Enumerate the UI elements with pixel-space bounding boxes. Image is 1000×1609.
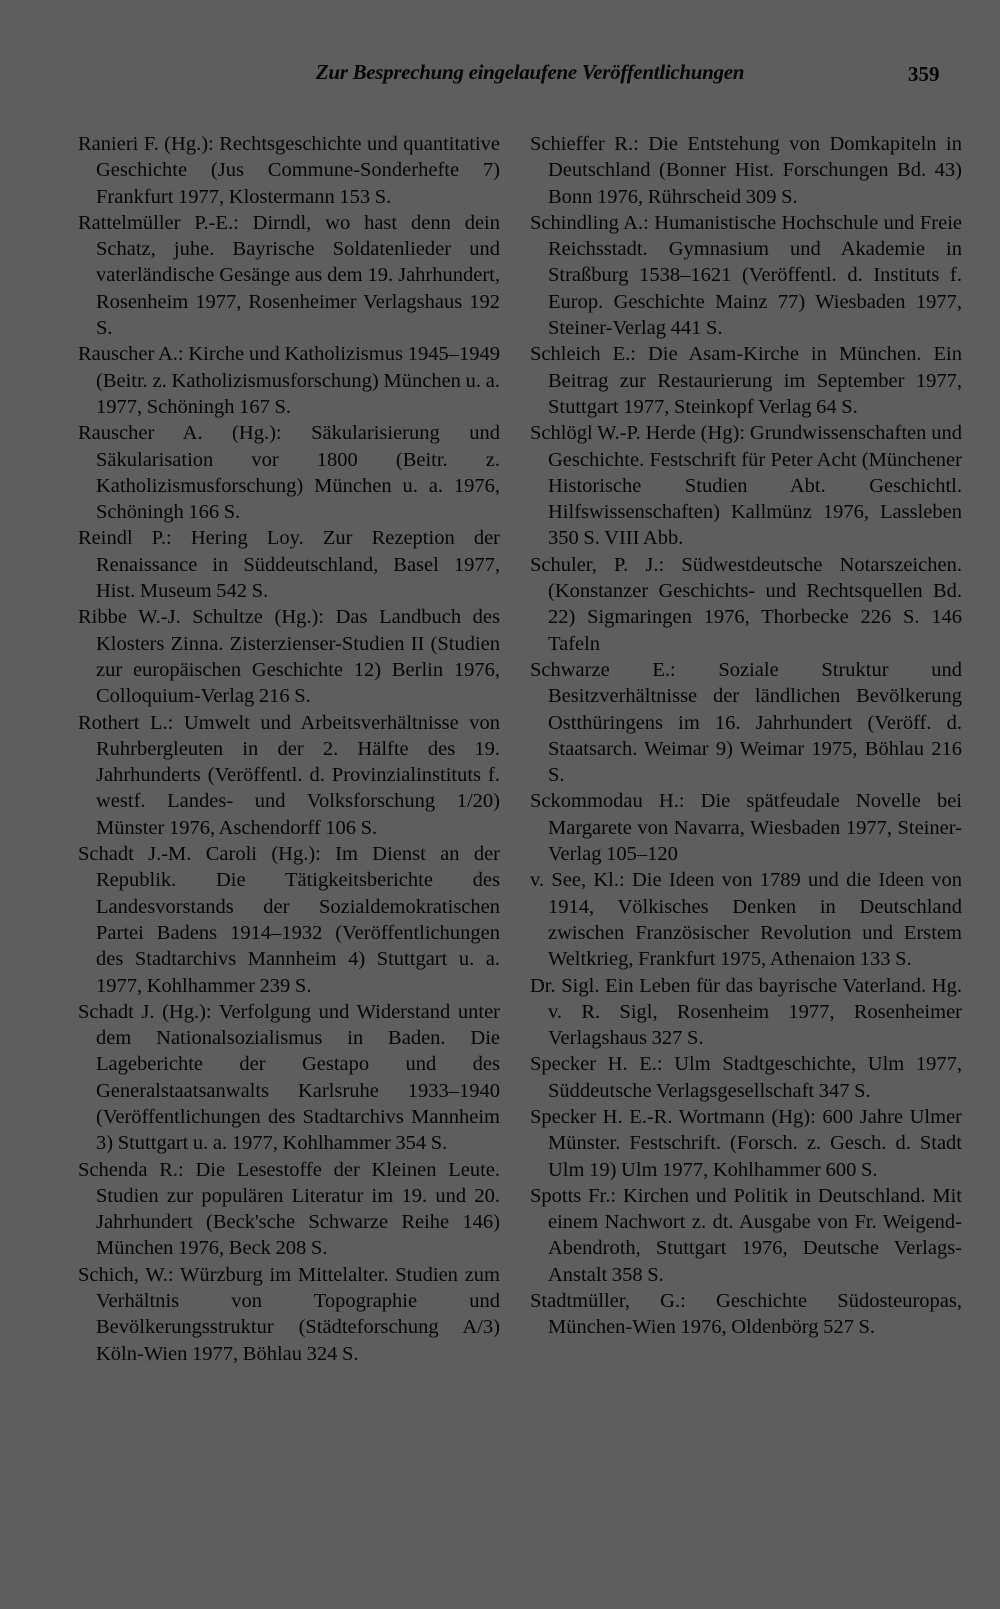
bibliography-entry: Specker H. E.-R. Wortmann (Hg): 600 Jahre Ulmer Münster. Festschrift. (Forsch. z. Gesch. d. Stadt Ulm 19) Ulm 1977, Kohlhammer 600 S. — [530, 1105, 962, 1181]
bibliography-entry: Rauscher A.: Kirche und Katholizismus 1945–1949 (Beitr. z. Katholizismusforschung) München u. a. 1977, Schöningh 167 S. — [78, 343, 500, 418]
bibliography-entry: Schenda R.: Die Lesestoffe der Kleinen Leute. Studien zur populären Literatur im 19. und 20. Jahrhundert (Beck'sche Schwarze Reihe 146) München 1976, Beck 208 S. — [78, 1158, 500, 1260]
bibliography-entry: Schadt J. (Hg.): Verfolgung und Widerstand unter dem Nationalsozialismus in Baden. Die Lageberichte der Gestapo und des Generalstaatsanwalts Karlsruhe 1933–1940 (Veröffentlichungen des Stadtarchivs Mannheim 3) Stuttgart u. a. 1977, Kohlhammer 354 S. — [78, 1000, 500, 1155]
bibliography-entry: Schieffer R.: Die Entstehung von Domkapiteln in Deutschland (Bonner Hist. Forschungen Bd. 43) Bonn 1976, Rührscheid 309 S. — [530, 133, 962, 208]
bibliography-entry: Rothert L.: Umwelt und Arbeitsverhältnisse von Ruhrbergleuten in der 2. Hälfte des 19. Jahrhunderts (Veröffentl. d. Provinzialinstituts f. westf. Landes- und Volksforschung 1/20) Münster 1976, Aschendorff 106 S. — [78, 711, 500, 839]
bibliography-entry: v. See, Kl.: Die Ideen von 1789 und die Ideen von 1914, Völkisches Denken in Deutschland zwischen Französischer Revolution und Erstem Weltkrieg, Frankfurt 1975, Athenaion 133 S. — [530, 869, 962, 971]
bibliography-entry: Rauscher A. (Hg.): Säkularisierung und Säkularisation vor 1800 (Beitr. z. Katholizismusforschung) München u. a. 1976, Schöningh 166 S. — [78, 422, 500, 524]
bibliography-entry: Schindling A.: Humanistische Hochschule und Freie Reichsstadt. Gymnasium und Akademie in Straßburg 1538–1621 (Veröffentl. d. Instituts f. Europ. Geschichte Mainz 77) Wiesbaden 1977, Steiner-Verlag 441 S. — [530, 211, 962, 340]
bibliography-entry: Ranieri F. (Hg.): Rechtsgeschichte und quantitative Geschichte (Jus Commune-Sonderhefte 7) Frankfurt 1977, Klostermann 153 S. — [78, 133, 500, 208]
bibliography-entry: Schleich E.: Die Asam-Kirche in München. Ein Beitrag zur Restaurierung im September 1977, Stuttgart 1977, Steinkopf Verlag 64 S. — [530, 343, 962, 418]
bibliography-entry: Schlögl W.-P. Herde (Hg): Grundwissenschaften und Geschichte. Festschrift für Peter Acht (Münchener Historische Studien Abt. Geschichtl. Hilfswissenschaften) Kallmünz 1976, Lassleben 350 S. VIII Abb. — [530, 422, 962, 550]
bibliography-entry: Ribbe W.-J. Schultze (Hg.): Das Landbuch des Klosters Zinna. Zisterzienser-Studien II (Studien zur europäischen Geschichte 12) Berlin 1976, Colloquium-Verlag 216 S. — [78, 606, 500, 708]
bibliography-entry: Rattelmüller P.-E.: Dirndl, wo hast denn dein Schatz, juhe. Bayrische Soldatenlieder und vaterländische Gesänge aus dem 19. Jahrhundert, Rosenheim 1977, Rosenheimer Verlagshaus 192 S. — [78, 211, 500, 340]
bibliography-entry: Schadt J.-M. Caroli (Hg.): Im Dienst an der Republik. Die Tätigkeitsberichte des Landesvorstands der Sozialdemokratischen Partei Badens 1914–1932 (Veröffentlichungen des Stadtarchivs Mannheim 4) Stuttgart u. a. 1977, Kohlhammer 239 S. — [78, 843, 500, 997]
bibliography-entry: Schich, W.: Würzburg im Mittelalter. Studien zum Verhältnis von Topographie und Bevölkerungsstruktur (Städteforschung A/3) Köln-Wien 1977, Böhlau 324 S. — [78, 1263, 500, 1365]
bibliography-entry: Schuler, P. J.: Südwestdeutsche Notarszeichen. (Konstanzer Geschichts- und Rechtsquellen Bd. 22) Sigmaringen 1976, Thorbecke 226 S. 146 Tafeln — [530, 553, 962, 655]
bibliography-entry: Specker H. E.: Ulm Stadtgeschichte, Ulm 1977, Süddeutsche Verlagsgesellschaft 347 S. — [530, 1053, 962, 1102]
bibliography-entry: Sckommodau H.: Die spätfeudale Novelle bei Margarete von Navarra, Wiesbaden 1977, Steiner-Verlag 105–120 — [530, 790, 962, 866]
bibliography-entry: Reindl P.: Hering Loy. Zur Rezeption der Renaissance in Süddeutschland, Basel 1977, Hist. Museum 542 S. — [78, 527, 500, 603]
left-column — [78, 131, 500, 1367]
running-header-title: Zur Besprechung eingelaufene Veröffentlichungen — [315, 60, 745, 84]
right-column — [530, 131, 962, 1341]
bibliography-entry: Dr. Sigl. Ein Leben für das bayrische Vaterland. Hg. v. R. Sigl, Rosenheim 1977, Rosenheimer Verlagshaus 327 S. — [530, 974, 962, 1050]
bibliography-entry: Schwarze E.: Soziale Struktur und Besitzverhältnisse der ländlichen Bevölkerung Ostthüringens im 16. Jahrhundert (Veröff. d. Staatsarch. Weimar 9) Weimar 1975, Böhlau 216 S. — [530, 658, 962, 787]
bibliography-entry: Spotts Fr.: Kirchen und Politik in Deutschland. Mit einem Nachwort z. dt. Ausgabe von Fr. Weigend-Abendroth, Stuttgart 1976, Deutsche Verlags-Anstalt 358 S. — [530, 1184, 962, 1286]
bibliography-entry: Stadtmüller, G.: Geschichte Südosteuropas, München-Wien 1976, Oldenbörg 527 S. — [530, 1290, 962, 1339]
page-number: 359 — [908, 62, 940, 86]
